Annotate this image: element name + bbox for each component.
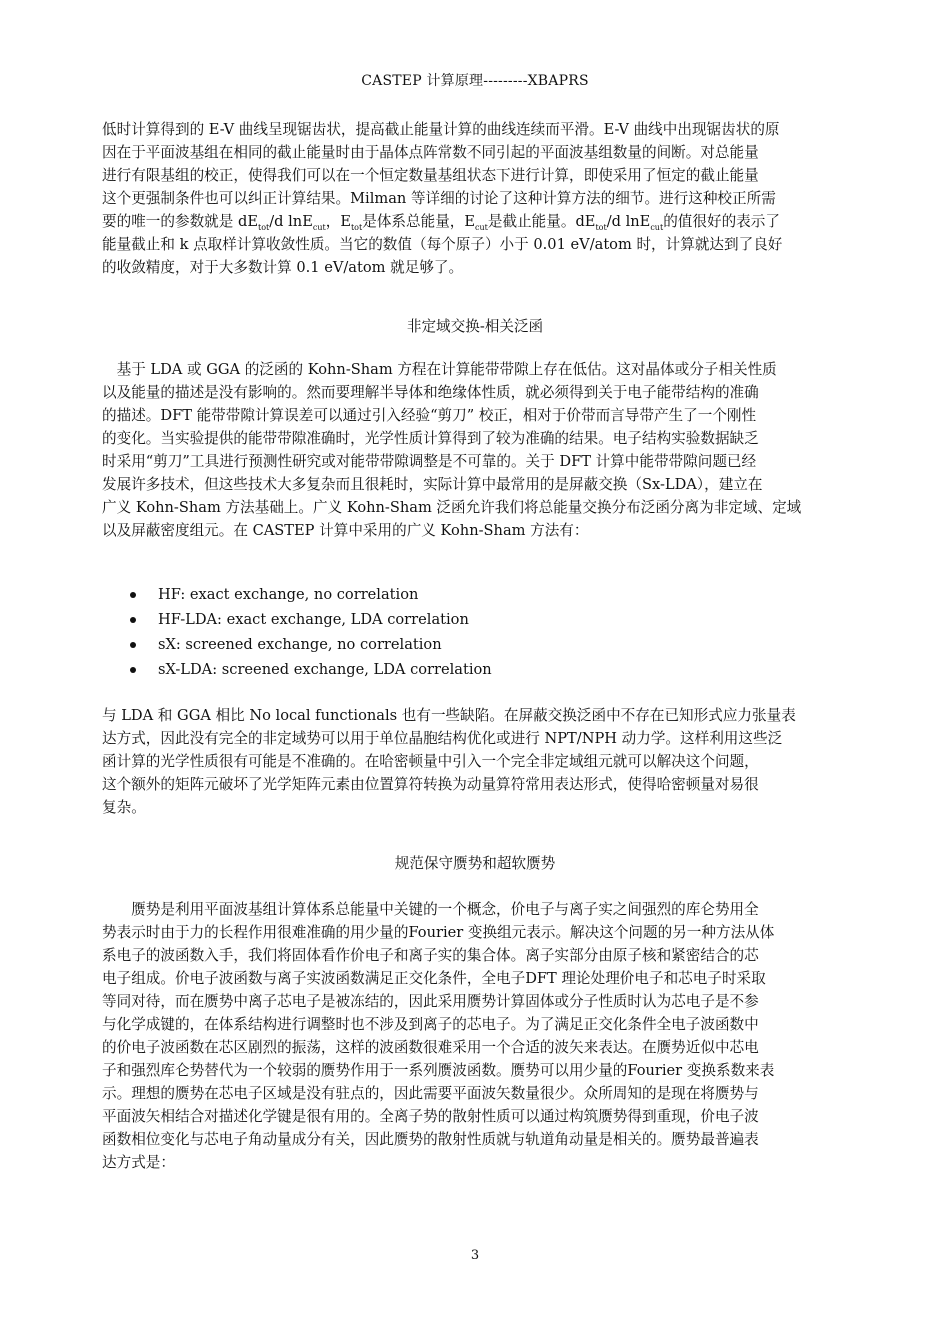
text-line: 电子组成。价电子波函数与离子实波函数满足正交化条件，全电子DFT 理论处理价电子和芯电子时采取 [102, 970, 766, 987]
bullet-icon [130, 592, 136, 598]
text-fragment: 的值很好的表示了 [663, 213, 780, 230]
paragraph-drawbacks [102, 704, 862, 819]
text-line: 广义 Kohn-Sham 方法基础上。广义 Kohn-Sham 泛函允许我们将总能量交换分布泛函分离为非定域、定域 [102, 499, 802, 516]
bullet-icon [130, 617, 136, 623]
text-line: 低时计算得到的 E-V 曲线呈现锯齿状，提高截止能量计算的曲线连续而平滑。E-V 曲线中出现锯齿状的原 [102, 121, 780, 138]
subscript: tot [595, 223, 607, 232]
text-line: 因在于平面波基组在相同的截止能量时由于晶体点阵常数不同引起的平面波基组数量的间断。对总能量 [102, 144, 759, 161]
text-fragment: 是体系总能量，E [362, 213, 476, 230]
text-line: 达方式是： [102, 1154, 175, 1171]
text-line: 能量截止和 k 点取样计算收敛性质。当它的数值（每个原子）小于 0.01 eV/atom 时，计算就达到了良好 [102, 236, 783, 253]
text-line: 这个更强制条件也可以纠正计算结果。Milman 等详细的讨论了这种计算方法的细节。进行这种校正所需 [102, 190, 776, 207]
text-line: 子和强烈库仑势替代为一个较弱的赝势作用于一系列赝波函数。赝势可以用少量的Fourier 变换系数来表 [102, 1062, 775, 1079]
text-line: 达方式，因此没有完全的非定域势可以用于单位晶胞结构优化或进行 NPT/NPH 动力学。这样利用这些泛 [102, 730, 783, 747]
text-line: 函数相位变化与芯电子角动量成分有关，因此赝势的散射性质就与轨道角动量是相关的。赝势最普遍表 [102, 1131, 759, 1148]
list-item-text: sX: screened exchange, no correlation [158, 636, 442, 653]
bullet-icon [130, 642, 136, 648]
text-line: 赝势是利用平面波基组计算体系总能量中关键的一个概念，价电子与离子实之间强烈的库仑势用全 [102, 901, 759, 918]
text-line: 时采用“剪刀”工具进行预测性研究或对能带带隙调整是不可靠的。关于 DFT 计算中能带带隙问题已经 [102, 453, 757, 470]
list-item [102, 632, 492, 657]
text-line: 以及能量的描述是没有影响的。然而要理解半导体和绝缘体性质，就必须得到关于电子能带结构的准确 [102, 384, 759, 401]
text-fragment: ，E [325, 213, 351, 230]
text-line: 的收敛精度，对于大多数计算 0.1 eV/atom 就足够了。 [102, 259, 464, 276]
list-item [102, 657, 492, 682]
text-fragment: 要的唯一的参数就是 dE [102, 213, 258, 230]
text-line: 以及屏蔽密度组元。在 CASTEP 计算中采用的广义 Kohn-Sham 方法有： [102, 522, 589, 539]
list-item-text: HF-LDA: exact exchange, LDA correlation [158, 611, 469, 628]
text-line: 等同对待，而在赝势中离子芯电子是被冻结的，因此采用赝势计算固体或分子性质时认为芯电子是不参 [102, 993, 759, 1010]
text-line: 函计算的光学性质很有可能是不准确的。在哈密顿量中引入一个完全非定域组元就可以解决这个问题， [102, 753, 759, 770]
list-item-text: sX-LDA: screened exchange, LDA correlation [158, 661, 492, 678]
list-item [102, 607, 492, 632]
list-item [102, 582, 492, 607]
subscript: cut [312, 223, 326, 232]
text-line: 与化学成键的，在体系结构进行调整时也不涉及到离子的芯电子。为了满足正交化条件全电子波函数中 [102, 1016, 759, 1033]
text-line: 的描述。DFT 能带带隙计算误差可以通过引入经验“剪刀” 校正，相对于价带而言导带产生了一个刚性 [102, 407, 757, 424]
text-line-with-formula [102, 210, 862, 233]
paragraph-intro [102, 118, 862, 279]
subscript: tot [257, 223, 270, 232]
text-line: 发展许多技术，但这些技术大多复杂而且很耗时，实际计算中最常用的是屏蔽交换（Sx-LDA），建立在 [102, 476, 763, 493]
running-header: CASTEP 计算原理---------XBAPRS [361, 73, 589, 89]
text-fragment: /d lnE [269, 213, 313, 230]
page-number: 3 [470, 1248, 480, 1263]
text-line: 这个额外的矩阵元破坏了光学矩阵元素由位置算符转换为动量算符常用表达形式，使得哈密顿量对易很 [102, 776, 759, 793]
text-line: 系电子的波函数入手，我们将固体看作价电子和离子实的集合体。离子实部分由原子核和紧密结合的芯 [102, 947, 759, 964]
text-fragment: /d lnE [606, 213, 651, 230]
text-line: 基于 LDA 或 GGA 的泛函的 Kohn-Sham 方程在计算能带带隙上存在低估。这对晶体或分子相关性质 [102, 361, 777, 378]
functional-list [102, 582, 492, 682]
section-title-pseudopotentials: 规范保守赝势和超软赝势 [394, 855, 556, 872]
paragraph-nonlocal [102, 358, 862, 542]
paragraph-pseudopotentials [102, 898, 862, 1174]
text-line: 复杂。 [102, 799, 146, 816]
list-item-text: HF: exact exchange, no correlation [158, 586, 419, 603]
text-line: 与 LDA 和 GGA 相比 No local functionals 也有一些缺陷。在屏蔽交换泛函中不存在已知形式应力张量表 [102, 707, 796, 724]
text-line: 的价电子波函数在芯区剧烈的振荡，这样的波函数很难采用一个合适的波矢来表达。在赝势近似中芯电 [102, 1039, 759, 1056]
text-fragment: 是截止能量。dE [487, 213, 596, 230]
subscript: tot [350, 223, 363, 232]
subscript: cut [650, 223, 664, 232]
text-line: 的变化。当实验提供的能带带隙准确时，光学性质计算得到了较为准确的结果。电子结构实验数据缺乏 [102, 430, 759, 447]
text-line: 势表示时由于力的长程作用很难准确的用少量的Fourier 变换组元表示。解决这个问题的另一种方法从体 [102, 924, 775, 941]
text-line: 示。理想的赝势在芯电子区域是没有驻点的，因此需要平面波矢数量很少。众所周知的是现在将赝势与 [102, 1085, 759, 1102]
text-line: 平面波矢相结合对描述化学键是很有用的。全离子势的散射性质可以通过构筑赝势得到重现，价电子波 [102, 1108, 759, 1125]
text-line: 进行有限基组的校正，使得我们可以在一个恒定数量基组状态下进行计算，即使采用了恒定的截止能量 [102, 167, 759, 184]
subscript: cut [475, 223, 488, 232]
section-title-nonlocal-exchange: 非定域交换-相关泛函 [406, 318, 544, 335]
bullet-icon [130, 667, 136, 673]
